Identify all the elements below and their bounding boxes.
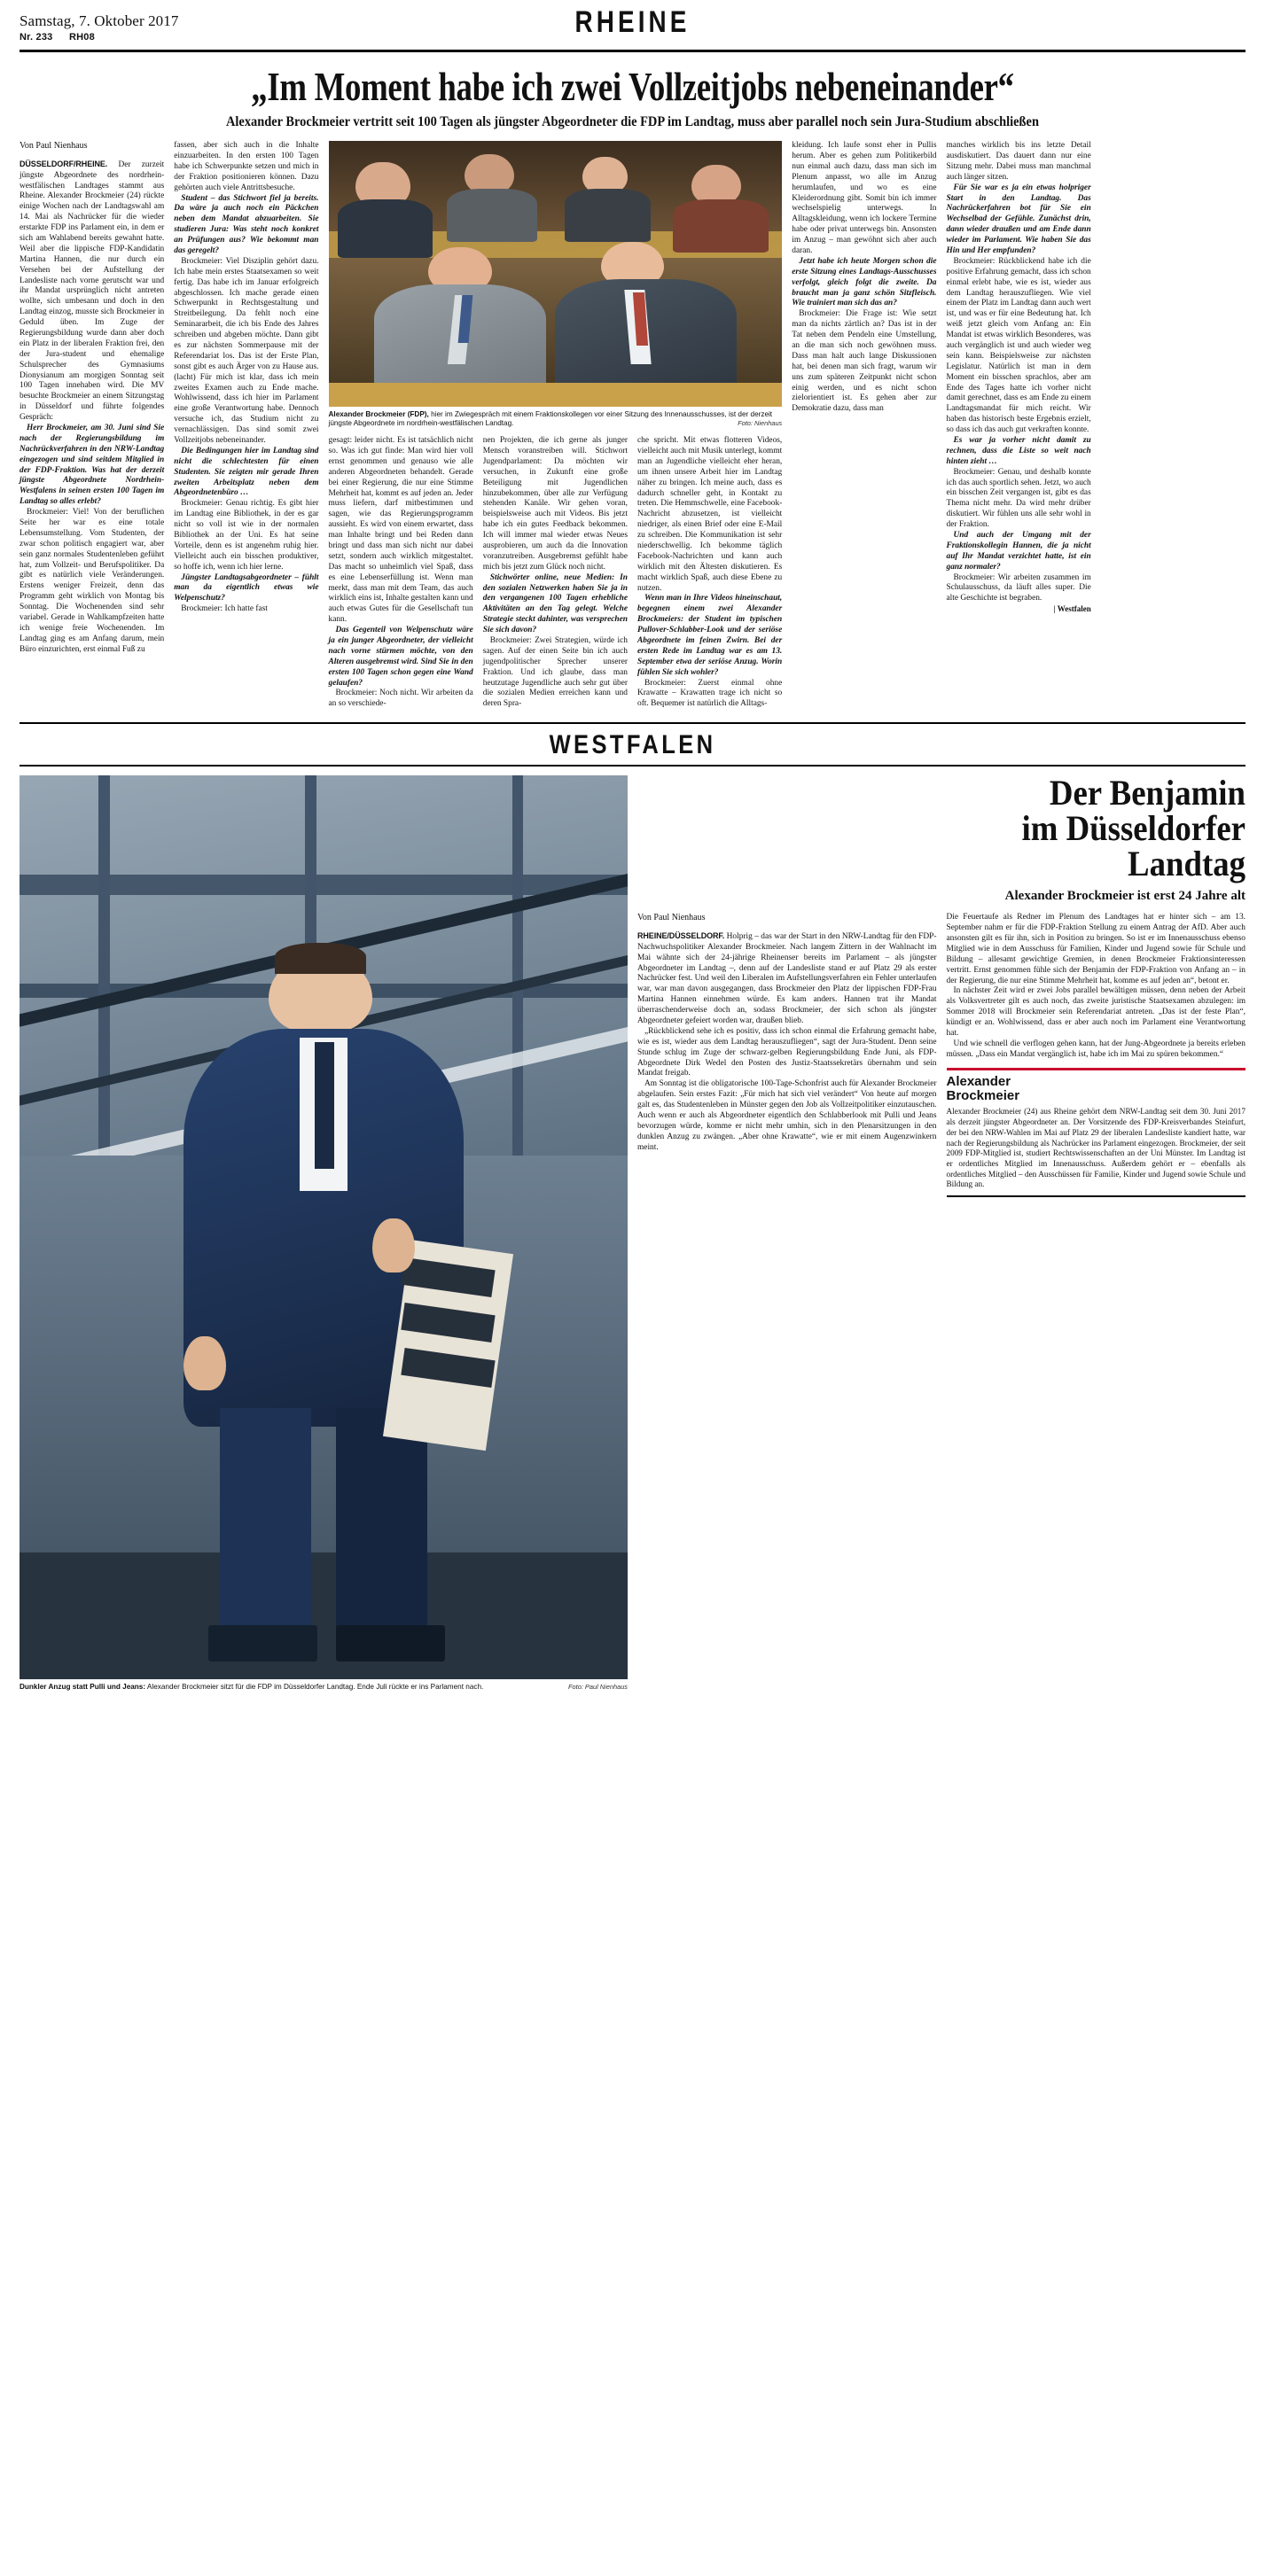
bottom-columns [637, 913, 1245, 1197]
infobox-title-line-2: Brockmeier [946, 1087, 1020, 1103]
bottom-article-body [637, 775, 1245, 1692]
paragraph [637, 931, 937, 1027]
paragraph: Brockmeier: Zwei Strategien, würde ich sagen. Auf der einen Seite bin ich auch jugendpolitischer Sprecher unserer Fraktion. Und ich glaube, dass man heutzutage Jugendliche auch sehr gut über die sozialen Medien erreichen kann und deren Spra- [482, 636, 628, 709]
question: Student – das Stichwort fiel ja bereits. Da wäre ja auch noch ein Päckchen neben dem Mandat abzuarbeiten. Sie studieren Jura: Was steht noch konkret an Prüfungen aus? Wie bekommt man das geregelt? [174, 193, 319, 255]
paragraph: kleidung. Ich laufe sonst eher in Pullis herum. Aber es gehen zum Politikerbild nun einmal auch dazu, dass man sich im Plenum anpasst, wo alle im Anzug herumlaufen, und wo es eine Kleiderordnung gibt. Somit bin ich immer wechselspielig unterwegs. In Alltagskleidung, wenn ich lockere Termine habe oder privat unterwegs bin. Ansonsten im Anzug – man gewöhnt sich aber auch daran. [792, 141, 937, 255]
masthead [0, 0, 1265, 46]
paragraph-text: Holprig – das war der Start in den NRW-Landtag für den FDP-Nachwuchspolitiker Alexander Brockmeier. Nach langem Zittern in der Wahlnacht im Mai wähnte sich der 24-jährige Rheinenser bereits im Parlament – als jüngster Abgeordneter im Landtag –, denn auf der Landesliste stand er auf Platz 29 als erster Nachrücker fest. Und weil den Liberalen im Aufstellungsverfahren ein Fehler unterlaufen war, war man davon ausgegangen, dass Brockmeier den Platz der lippischen FDP-Frau Martina Hannen einnehmen würde. Es kam anders. Hannen trat ihr Mandat überraschenderweise doch an, sodass Brockmeier, der sich schon als jüngster Abgeordneter gefeiert worden war, draußen blieb. [637, 931, 937, 1025]
section-title-rheine: RHEINE [574, 5, 691, 39]
question: Das Gegenteil von Welpenschutz wäre ja ein junger Abgeordneter, der vielleicht nach vorne stürmen möchte, von den Alteren ausgebremst wird. Sind Sie in den ersten 100 Tagen schon gegen eine Wand gelaufen? [328, 626, 473, 688]
bottom-subhead: Alexander Brockmeier ist erst 24 Jahre alt [1004, 889, 1245, 904]
paragraph: „Rückblickend sehe ich es positiv, dass ich schon einmal die Erfahrung gemacht habe, wie es ist, wieder aus dem Landtag herauszufliegen“, sagt der Jura-Student. Denn seine Stunde schlug im Zuge der schwarz-gelben Regierungsbildung Ende Juni, als FDP-Abgeordnete Dirk Wedel den Posten des Justiz-Staatssekretärs übernahm und sein Mandat freigab. [637, 1026, 937, 1078]
bottom-column-1 [637, 913, 937, 1197]
question: Und auch der Umgang mit der Fraktionskollegin Hannen, die ja nicht auf Ihr Mandat verzichtet hatte, ist ein ganz normaler? [946, 531, 1091, 572]
paragraph: Am Sonntag ist die obligatorische 100-Tage-Schonfrist auch für Alexander Brockmeier abgelaufen. Sein erstes Fazit: „Für mich hat sich viel verändert“ Von heute auf morgen galt es, das Studentenleben in Münster gegen den Job als Vollzeitpolitiker einzutauschen. Auch wenn er auch als Abgeordneter eigentlich den Schlabberlook mit Pulli und Jeans bevorzugen würde, komme er nicht mehr umhin, sich in den Plenarsitzungen in den dunklen Anzug zu zwängen. „Aber ohne Krawatte“, wie er mit einem Augenzwinkern meint. [637, 1079, 937, 1152]
paragraph: In nächster Zeit wird er zwei Jobs parallel bewältigen müssen, denn neben der Arbeit als Volksvertreter gilt es auch noch, das zweite juristische Staatsexamen abzulegen: im Sommer 2018 will Brockmeier sein Referendariat antreten. „Das ist der feste Plan“, kündigt er an. Wohlwissend, dass er aber auch noch im Parlament eine Verantwortung hat. [946, 986, 1245, 1039]
paragraph: Brockmeier: Viel Disziplin gehört dazu. Ich habe mein erstes Staatsexamen so weit fertig. Das habe ich im Januar erfolgreich abgeschlossen. Ich mache gerade einen Schwerpunkt in Rechtsgestaltung und Streitbeilegung. Da fehlt noch eine Seminararbeit, die ich bis Ende des Jahres schreiben und abgeben möchte. Dann gibt es zur nächsten Sommerpause mit der Referendariat los. Das ist der Erste Plan, sonst gibt es auch Ärger von zu Hause aus. (lacht) Für mich ist klar, dass ich mein zweites Examen auch zu Ende mache. Wohlwissend, dass ich hier im Parlament eine große Verantwortung habe. Dennoch versuche ich, das Studium nicht zu vernachlässigen. Das sind somit zwei Vollzeitjobs nebeneinander. [174, 256, 319, 446]
caption-lead: Alexander Brockmeier (FDP), [328, 410, 429, 419]
headline-line-2: im Düsseldorfer [1021, 808, 1245, 849]
infobox-alexander-brockmeier [947, 1068, 1246, 1197]
question: Stichwörter online, neue Medien: In den sozialen Netzwerken haben Sie ja in den vergangenen 100 Tagen erhebliche Aktivitäten an den Tag gelegt. Welche Strategie steckt dahinter, was versprechen Sie sich davon? [482, 572, 628, 635]
infobox-title-line-1: Alexander [946, 1073, 1011, 1089]
top-headline-block [0, 52, 1265, 130]
paragraph: nen Projekten, die ich gerne als junger Mensch voranstreiben will. Stichwort Jugendparlament: Da möchten wir versuchen, in Zukunft eine große Beteiligung mit Jugendlichen hinzubekommen, über alle zur Verfügung stehenden Kanäle. Wir gehen voran, beispielsweise auch mit Videos. Bis jetzt habe ich ein gutes Feedback bekommen. Ich will immer mal wieder etwas Neues ausprobieren, um auch da die Innovation voranzutreiben. Ausgebremst gefühlt habe mich bis jetzt zum Glück noch nicht. [482, 436, 628, 572]
section-title-westfalen: WESTFALEN [549, 730, 716, 760]
paragraph: Brockmeier: Ich hatte fast [181, 604, 268, 614]
top-photo [329, 141, 783, 407]
publication-date: Samstag, 7. Oktober 2017 [20, 12, 179, 29]
paragraph: Brockmeier: Genau richtig. Es gibt hier im Landtag eine Bibliothek, in der es gar nicht so voll ist wie in der normalen Bibliothek an der Uni. Es hat seine Vorteile, denn es ist angenehm ruhig hier. Vielleicht auch ein bisschen produktiver, so hoffe ich, wenn ich hier lerne. [174, 499, 319, 572]
caption-text: hier im Zwiegespräch mit einem Fraktionskollegen vor einer Sitzung des Innenausschusses, ist der derzeit jüngste Abgeordnete im nordrhein-westfälischen Landtag. [328, 410, 773, 428]
paragraph: Brockmeier: Viel! Von der beruflichen Seite her war es eine totale Lebensumstellung. Vom Studenten, der zwar schon politisch engagiert war, aber sein ganz normales Studentenleben geführt hat, zum Vollzeit- und Berufspolitiker. Da gibt es natürlich viele Veränderungen. Erstens weniger Freizeit, denn das Programm geht wirklich von Montag bis Sonntag. Die Wochenenden sind sehr variabel. Gerade in Wahlkampfzeiten hatte ich wenige freie Wochenenden. Im Landtag ging es am Anfang darum, mein Büro einzurichten, erst einmal Fuß zu [20, 508, 165, 654]
paragraph: Und wie schnell die verflogen gehen kann, hat der Jung-Abgeordnete ja bereits erleben müssen. „Dass ein Mandat vergänglich ist, habe ich im Mai zu spüren bekommen.“ [946, 1039, 1245, 1059]
article-column-2 [174, 141, 318, 710]
question: Jüngster Landtagsabgeordneter – fühlt man da eigentlich etwas wie Welpenschutz? [174, 572, 319, 603]
question: Für Sie war es ja ein etwas holpriger Start in den Landtag. Das Nachrückerfahren bot für Sie ein Wechselbad der Gefühle. Zunächst drin, dann wieder draußen und am Ende dann wieder im Parlament. Wie haben Sie das Hin und Her empfunden? [946, 183, 1091, 255]
paragraph: manches wirklich bis ins letzte Detail ausdiskutiert. Das dauert dann nur eine Sitzung mehr. Dabei muss man manchmal auch länger sitzen. [946, 141, 1091, 182]
top-byline: Von Paul Nienhaus [20, 141, 88, 152]
paragraph: Brockmeier: Rückblickend habe ich die positive Erfahrung gemacht, dass ich schon einmal erlebt habe, wie es ist, wieder aus dem Landtag herauszufliegen. Wie viel einem der Platz im Landtag dann auch wert ist, und was er für eine Bedeutung hat. Ich weiß jetzt gleich vom Anfang an: Ein Mandat ist etwas wirklich Besonderes, was auch vergänglich ist und auch wieder weg sein kann. Beispielsweise zur nächsten Legislatur. Natürlich ist man in dem Moment ein bisschen sprachlos, aber am Ende des Tages hatte ich vorher nicht damit gerechnet, dass es am Ende zu einem Landtagsmandat für mich reicht. Wir haben das historisch beste Ergebnis erzielt, so dass ich das auch gut verkraften konnte. [946, 256, 1091, 435]
bottom-column-2 [947, 913, 1246, 1197]
bottom-photo-cell [20, 775, 628, 1692]
question: Herr Brockmeier, am 30. Juni sind Sie nach der Regierungsbildung im Nachrückverfahren in den NRW-Landtag eingezogen und sind seitdem Mitglied in der FDP-Fraktion. Was hat der derzeit jüngste Abgeordnete Nordrhein-Westfalens in seinen ersten 100 Tagen im Landtag so alles erlebt? [20, 423, 165, 507]
paragraph-text: Der zurzeit jüngste Abgeordnete des nordrhein-westfälischen Landtages stammt aus Rheine. Alexander Brockmeier (24) rückte einige Wochen nach der Landtagswahl am 14. Mai als Nachrücker für die wieder erstarkte FDP ins Parlament ein, in dem er sich am Wahlabend bereits gewahnt hatte. Weil aber die lippische FDP-Kandidatin Martina Hannen, die nur durch ein Versehen bei der Aufstellung der Landesliste nach vorne gerutscht war und ihr Mandat ursprünglich nicht antreten wollte, sich umbesann und doch in den Landtag einzog, musste sich Brockmeier in Geduld üben. Im Zuge der Regierungsbildung wurde dann aber doch ein Platz in der liberalen Fraktion frei, den der Jura-student und ehemalige Schulsprecher des Gymnasiums Dionysianum am morgigen Sonntag seit 100 Tagen innehaben wird. Die MV besuchte Brockmeier an einem Sitzungstag in Düsseldorf und führte folgendes Gespräch: [20, 160, 165, 423]
top-subhead: Alexander Brockmeier vertritt seit 100 Tagen als jüngster Abgeordneter die FDP im Landtag, muss aber parallel noch sein Jura-Studium abschließen [226, 114, 1039, 130]
caption-text: Alexander Brockmeier sitzt für die FDP im Düsseldorfer Landtag. Ende Juli rückte er ins Parlament nach. [146, 1683, 484, 1692]
lead-location: DÜSSELDORF/RHEINE. [20, 159, 108, 168]
article-column-7 [947, 141, 1091, 710]
paragraph: Brockmeier: Wir arbeiten zusammen im Schulausschuss, da läuft alles super. Die alte Geschichte ist begraben. [946, 572, 1091, 603]
paragraph: Die Feuertaufe als Redner im Plenum des Landtages hat er hinter sich – am 13. September nahm er für die FDP-Fraktion Stellung zu einem Antrag der AfD. Aber auch ansonsten gilt es für ihn, sich in Position zu bringen. So ist er im Innenausschuss ebenso Mitglied wie in dem Ausschuss für Familien, Kinder und Jugend sowie für Schule und Bildung – allesamt gewichtige Gremien, in denen Brockmeier Fraktionsinteressen vertritt. Ernst genommen fühle sich der Benjamin der FDP-Fraktion von Anfang an – in der Regierung, die nur eine Stimme Mehrheit hat, komme es auf jeden an“, betont er. [946, 913, 1245, 985]
paragraph: che spricht. Mit etwas flotteren Videos, vielleicht auch mit Musik unterlegt, kommt man an Jugendliche vielleicht eher heran, um ihnen unsere Arbeit hier im Landtag näher zu bringen. Ich meine auch, dass es dadurch schneller geht, in Kontakt zu treten. Die Hemmschwelle, eine Facebook-Nachricht abzusetzen, ist vielleicht niedriger, als einen Brief oder eine E-Mail zu schreiben. Die Kommunikation ist sehr niederschwellig. Ich bekomme täglich Facebook-Nachrichten und kann auch wirklich mit den Ältesten diskutieren. Es macht wirklich Spaß, auch diese Ebene zu nutzen. [637, 436, 783, 593]
article-column-4 [483, 436, 628, 710]
top-photo-caption [329, 410, 783, 428]
article-column-3 [329, 436, 473, 710]
bottom-article [0, 767, 1265, 1692]
photo-credit: Foto: Nienhaus [738, 419, 783, 428]
article-column-6 [792, 141, 936, 710]
issue-number: Nr. 233 [20, 32, 53, 43]
infobox-title [947, 1075, 1246, 1103]
question: Wenn man in Ihre Videos hineinschaut, begegnen einem zwei Alexander Brockmeiers: der Student im typischen Pullover-Schlabber-Look und der seriöse Abgeordnete im feinen Zwirn. Bei der ersten Rede im Landtag war es am 13. September etwa der seriöse Anzug. Worin fühlen Sie sich wohler? [637, 594, 783, 677]
infobox-text: Alexander Brockmeier (24) aus Rheine gehört dem NRW-Landtag seit dem 30. Juni 2017 als derzeit jüngster Abgeordneter an. Der Vorsitzende des FDP-Kreisverbandes Steinfurt, der bei den NRW-Wahlen im Mai auf Platz 29 der liberalen Landesliste kandiert hatte, war nach der Regierungsbildung als Nachrücker ins Parlament eingezogen. Brockmeier, der seit 2009 FDP-Mitglied ist, studiert Rechtswissenschaften an der Uni Münster. Im Landtag ist er ordentliches Mitglied im Innenausschuss. Außerdem gehört er – ebenfalls als ordentliches Mitglied – den Ausschüssen für Familie, Kinder und Jugend sowie Schule und Bildung an. [946, 1107, 1245, 1189]
article-column-5 [637, 436, 782, 710]
paragraph: Brockmeier: Die Frage ist: Wie setzt man da nichts zärtlich an? Das ist in der Tat neben dem Pendeln eine Umstellung, an die man sich noch gewöhnen muss. Dass man halt auch lange Diskussionen hat, bei denen man sich fragt, warum wir uns zum späteren Zeitpunkt nicht schon einig werden, und es nicht schon zielorientiert ist. Es gehen aber zur Demokratie dazu, dass man [792, 309, 937, 414]
bottom-byline: Von Paul Nienhaus [637, 913, 706, 923]
westfalen-banner [0, 722, 1265, 767]
edition-code: RH08 [69, 32, 95, 43]
paragraph [20, 160, 164, 424]
paragraph: Brockmeier: Genau, und deshalb konnte ich das auch sportlich sehen. Jetzt, wo auch ein bisschen Zeit vergangen ist, gibt es das Thema nicht mehr. Da wird mehr drüber diskutiert. Wir fühlen uns alle sehr wohl in der Fraktion. [946, 467, 1091, 530]
question: Es war ja vorher nicht damit zu rechnen, dass die Liste so weit nach hinten zieht … [946, 436, 1091, 466]
headline-line-1: Der Benjamin [1049, 773, 1245, 813]
headline-line-3: Landtag [1128, 844, 1245, 884]
paragraph: gesagt: leider nicht. Es ist tatsächlich nicht so. Was ich gut finde: Man wird hier voll ernst genommen und genauso wie alle anderen Abgeordneten behandelt. Gerade bei einer Regierung, die nur eine Stimme Mehrheit hat, kommt es auf jeden an. Jeder muss liefern, darf mitbestimmen und sagen, wie das Regierungsprogramm aussieht. Es wird von einem erwartet, dass man Inhalte bringt und bei Reden dann bringt und dass man sich nicht nur dabei setzt, sondern auch wirklich mitgestaltet. Das macht so unheimlich viel Spaß, dass es eine Lebenserfüllung ist. Wenn man merkt, dass man mit dem Team, das auch wirklich eins ist, Inhalte gestalten kann und auch etwas Gutes für die Gesellschaft tun kann. [328, 436, 473, 625]
article-column-1 [20, 141, 164, 710]
paragraph: Brockmeier: Noch nicht. Wir arbeiten da an so verschiede- [328, 689, 473, 709]
top-photo-cell [329, 141, 783, 710]
westfalen-rule-top [20, 722, 1245, 724]
bottom-headline [686, 775, 1245, 882]
question: Jetzt habe ich heute Morgen schon die erste Sitzung eines Landtags-Ausschusses verfolgt, gleich folgt die zweite. Da braucht man ja ganz schön Sitzfleisch. Wie trainiert man sich das an? [792, 256, 937, 308]
photo-credit: Foto: Paul Nienhaus [568, 1683, 628, 1692]
top-article [0, 130, 1265, 710]
question: Die Bedingungen hier im Landtag sind nicht die schlechtesten für einen Studenten. Sie zeigten mir gerade Ihren zweiten Arbeitsplatz neben dem Abgeordnetenbüro … [174, 446, 319, 498]
lead-location: RHEINE/DÜSSELDORF. [637, 930, 725, 940]
bottom-photo [20, 775, 628, 1679]
bottom-photo-caption [20, 1683, 628, 1692]
paragraph: Brockmeier: Zuerst einmal ohne Krawatte – Krawatten trage ich nicht so oft. Bequemer ist natürlich die Alltags- [637, 678, 783, 709]
page-title: „Im Moment habe ich zwei Vollzeitjobs nebeneinander“ [251, 64, 1014, 109]
caption-lead: Dunkler Anzug statt Pulli und Jeans: [20, 1683, 146, 1692]
article-signature: | Westfalen [1053, 604, 1091, 614]
paragraph: fassen, aber sich auch in die Inhalte einzuarbeiten. In den ersten 100 Tagen habe ich Schwerpunkte setzen und mich in der Fraktion positionieren können. Dazu gehörten auch viele Antrittsbesuche. [174, 141, 319, 192]
